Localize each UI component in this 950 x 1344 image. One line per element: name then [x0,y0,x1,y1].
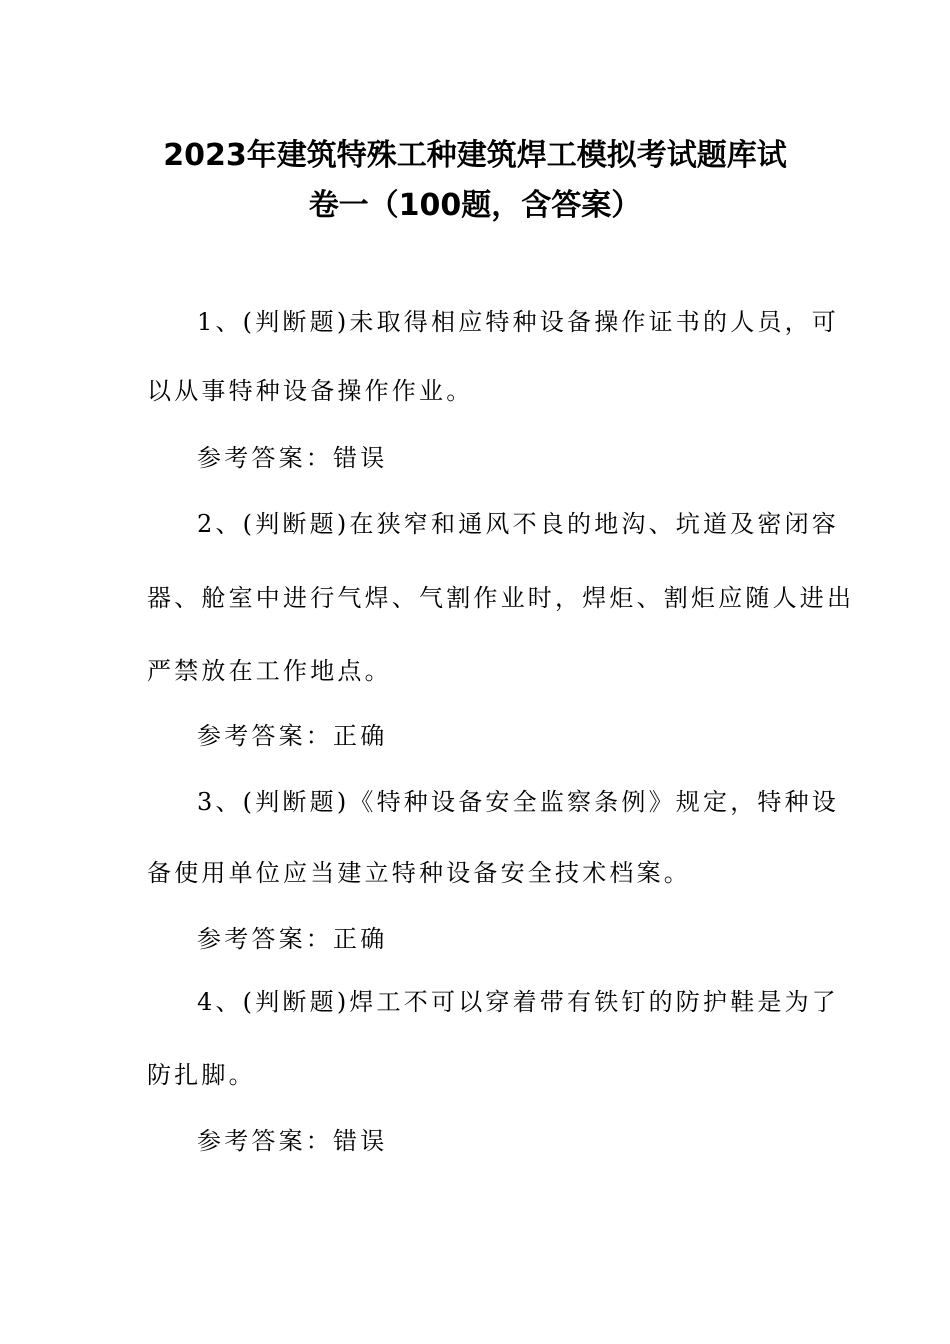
question-3-answer: 参考答案：正确 [197,925,388,953]
document-title-line-1: 2023年建筑特殊工种建筑焊工模拟考试题库试 [163,138,787,173]
question-4-line-2: 防扎脚。 [147,1061,256,1089]
question-3-line-1: 3、(判断题)《特种设备安全监察条例》规定，特种设 [197,788,839,816]
question-2-line-3: 严禁放在工作地点。 [147,657,392,685]
question-2-line-1: 2、(判断题)在狭窄和通风不良的地沟、坑道及密闭容 [197,510,839,538]
document-title-line-2: 卷一（100题，含答案） [308,188,642,223]
question-1-answer: 参考答案：错误 [197,444,388,472]
question-1-line-1: 1、(判断题)未取得相应特种设备操作证书的人员，可 [197,308,839,336]
question-2-answer: 参考答案：正确 [197,722,388,750]
question-4-answer: 参考答案：错误 [197,1127,388,1155]
question-2-line-2: 器、舱室中进行气焊、气割作业时，焊炬、割炬应随人进出 [147,584,855,612]
question-3-line-2: 备使用单位应当建立特种设备安全技术档案。 [147,859,691,887]
question-4-line-1: 4、(判断题)焊工不可以穿着带有铁钉的防护鞋是为了 [197,988,839,1016]
question-1-line-2: 以从事特种设备操作作业。 [147,377,474,405]
